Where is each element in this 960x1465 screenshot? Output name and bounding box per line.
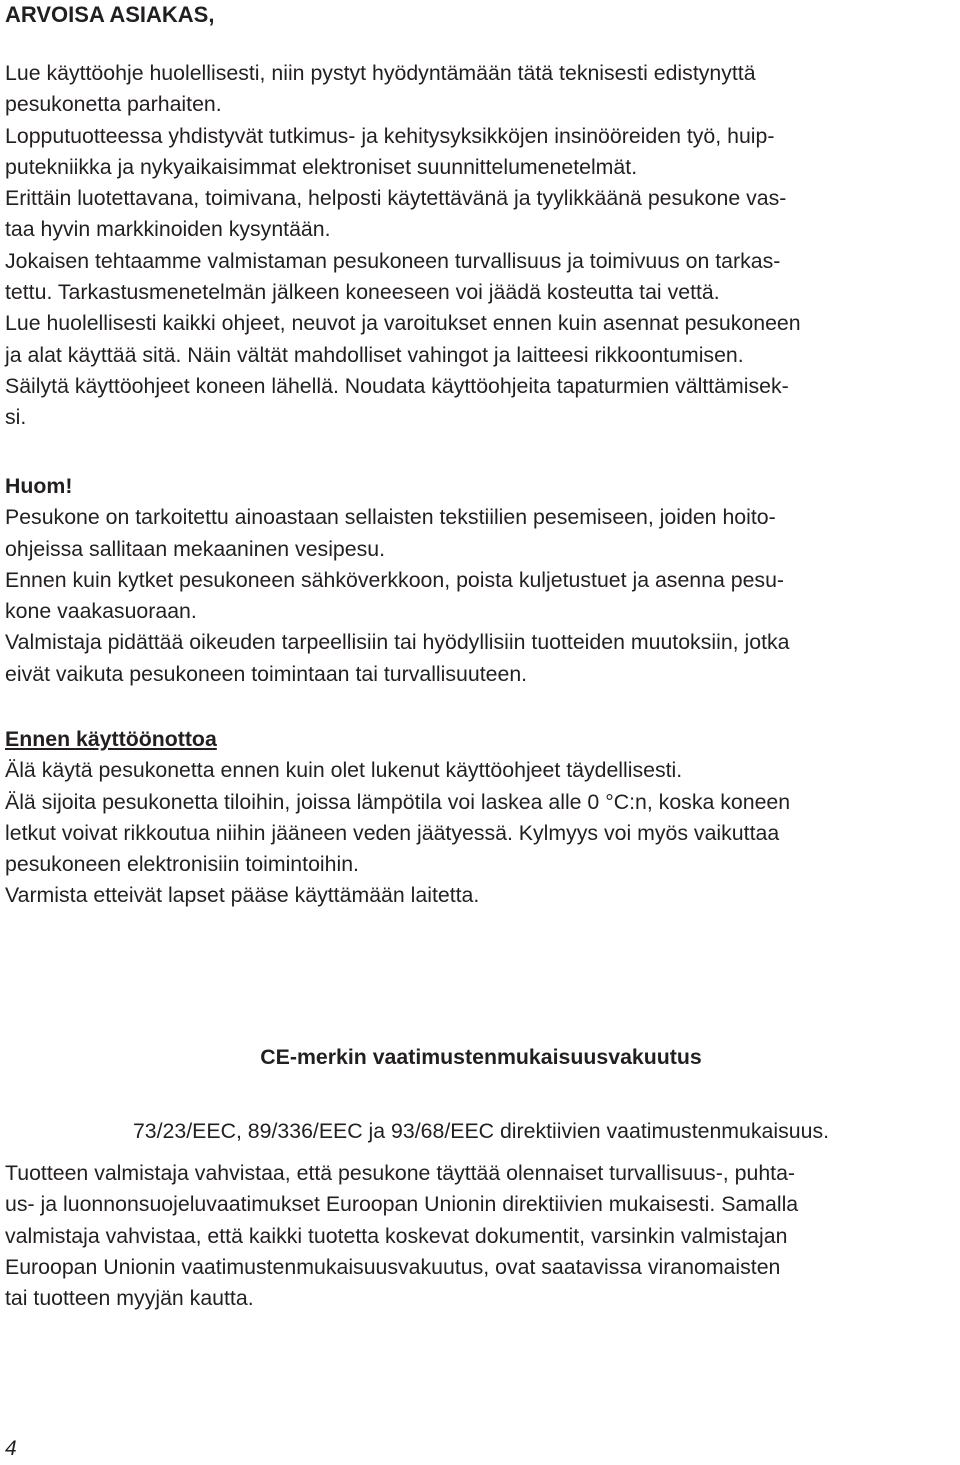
intro-line: Lue huolellisesti kaikki ohjeet, neuvot ja varoitukset ennen kuin asennat pesukoneen [5, 311, 801, 336]
ce-title: CE-merkin vaatimustenmukaisuusvakuutus [260, 1045, 702, 1069]
note-line: Pesukone on tarkoitettu ainoastaan sellaisten tekstiilien pesemiseen, joiden hoito- [5, 505, 776, 530]
intro-line: Säilytä käyttöohjeet koneen lähellä. Noudata käyttöohjeita tapaturmien välttämisek- [5, 373, 789, 398]
ce-line: Tuotteen valmistaja vahvistaa, että pesukone täyttää olennaiset turvallisuus-, puhta- [5, 1161, 796, 1185]
before-use-line: Älä käytä pesukonetta ennen kuin olet lukenut käyttöohjeet täydellisesti. [5, 758, 683, 783]
ce-line: us- ja luonnonsuojeluvaatimukset Euroopan Unionin direktiivien mukaisesti. Samalla [5, 1192, 799, 1217]
intro-line: pesukonetta parhaiten. [5, 92, 222, 117]
note-section [5, 471, 957, 690]
note-line: Ennen kuin kytket pesukoneen sähköverkkoon, poista kuljetustuet ja asenna pesu- [5, 567, 785, 592]
intro-line: si. [5, 405, 27, 430]
intro-line: Erittäin luotettavana, toimivana, helposti käytettävänä ja tyylikkäänä pesukone vas- [5, 186, 787, 211]
page-number: 4 [5, 1437, 17, 1460]
intro-line: ja alat käyttää sitä. Näin vältät mahdolliset vahingot ja laitteesi rikkoontumisen. [5, 342, 744, 367]
before-use-line: Varmista etteivät lapset pääse käyttämään laitetta. [5, 883, 480, 908]
ce-line: tai tuotteen myyjän kautta. [5, 1286, 254, 1311]
intro-line: Lue käyttöohje huolellisesti, niin pystyt hyödyntämään tätä teknisesti edistynyttä [5, 61, 756, 85]
before-use-line: Älä sijoita pesukonetta tiloihin, joissa lämpötila voi laskea alle 0 °C:n, koska koneen [5, 789, 791, 814]
greeting-heading: ARVOISA ASIAKAS, [5, 2, 215, 27]
note-line: kone vaakasuoraan. [5, 599, 197, 624]
before-use-section [5, 724, 957, 912]
note-title: Huom! [5, 474, 73, 498]
note-line: ohjeissa sallitaan mekaaninen vesipesu. [5, 536, 386, 561]
intro-line: tettu. Tarkastusmenetelmän jälkeen koneeseen voi jäädä kosteutta tai vettä. [5, 280, 720, 305]
ce-section [5, 1158, 957, 1314]
ce-directives: 73/23/EEC, 89/336/EEC ja 93/68/EEC direktiivien vaatimustenmukaisuus. [132, 1119, 830, 1143]
intro-line: Lopputuotteessa yhdistyvät tutkimus- ja kehitysyksikköjen insinööreiden työ, huip- [5, 123, 775, 148]
note-line: eivät vaikuta pesukoneen toimintaan tai turvallisuuteen. [5, 661, 528, 686]
intro-line: Jokaisen tehtaamme valmistaman pesukoneen turvallisuus ja toimivuus on tarkas- [5, 248, 781, 273]
before-use-line: letkut voivat rikkoutua niihin jääneen veden jäätyessä. Kylmyys voi myös vaikuttaa [5, 820, 780, 845]
intro-line: taa hyvin markkinoiden kysyntään. [5, 217, 331, 242]
intro-line: putekniikka ja nykyaikaisimmat elektroniset suunnittelumenetelmät. [5, 154, 638, 179]
ce-line: Euroopan Unionin vaatimustenmukaisuusvakuutus, ovat saatavissa viranomaisten [5, 1254, 781, 1279]
note-line: Valmistaja pidättää oikeuden tarpeellisiin tai hyödyllisiin tuotteiden muutoksiin, jotka [5, 630, 790, 655]
intro-section [5, 58, 957, 434]
before-use-title: Ennen käyttöönottoa [5, 727, 217, 751]
before-use-line: pesukoneen elektronisiin toimintoihin. [5, 852, 359, 877]
ce-line: valmistaja vahvistaa, että kaikki tuotetta koskevat dokumentit, varsinkin valmistajan [5, 1223, 788, 1248]
